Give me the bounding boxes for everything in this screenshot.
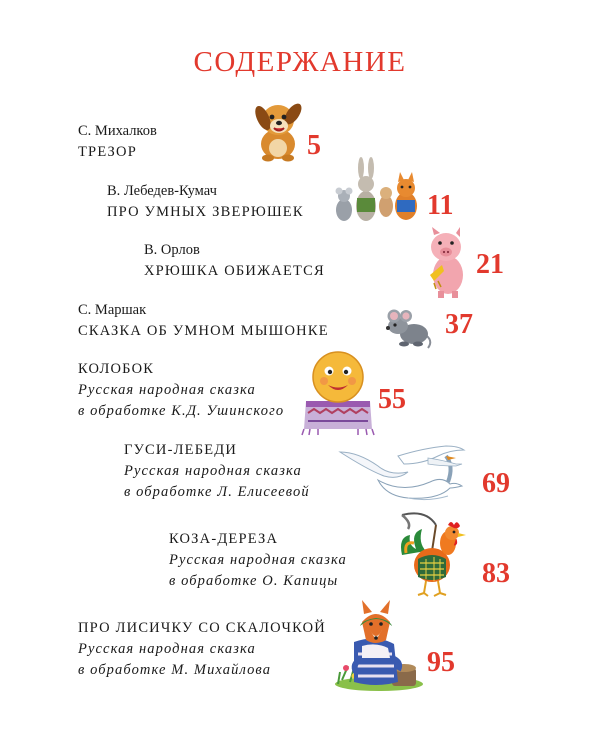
page-number: 95 (427, 647, 455, 678)
kolobok-icon (300, 351, 376, 435)
entry-adaptation: в обработке О. Капицы (169, 573, 339, 589)
toc-entry-zveryushki[interactable] (107, 181, 304, 223)
entry-story-title: СКАЗКА ОБ УМНОМ МЫШОНКЕ (78, 323, 329, 339)
fox-icon (332, 596, 426, 692)
animals-icon (330, 160, 422, 226)
entry-author: В. Лебедев-Кумач (107, 183, 217, 199)
piglet-icon (420, 227, 472, 299)
entry-story-title: ГУСИ-ЛЕБЕДИ (124, 442, 238, 458)
page-number: 83 (482, 558, 510, 589)
entry-author: С. Михалков (78, 123, 157, 139)
entry-story-title: ПРО ЛИСИЧКУ СО СКАЛОЧКОЙ (78, 620, 326, 636)
toc-entry-khryushka[interactable] (144, 240, 325, 282)
entry-subtitle: Русская народная сказка (169, 552, 347, 568)
entry-story-title: ТРЕЗОР (78, 144, 137, 160)
rooster-icon (396, 511, 472, 597)
toc-entry-trezor[interactable] (78, 121, 157, 163)
page-number: 37 (445, 309, 473, 340)
page-title: СОДЕРЖАНИЕ (193, 46, 407, 78)
puppy-icon (252, 96, 304, 162)
entry-adaptation: в обработке Л. Елисеевой (124, 484, 310, 500)
toc-entry-myshonok[interactable] (78, 300, 329, 342)
page-number: 5 (307, 130, 321, 161)
toc-entry-lisichka[interactable] (78, 618, 326, 681)
page-number: 69 (482, 468, 510, 499)
mouse-icon (384, 306, 434, 350)
entry-story-title: ХРЮШКА ОБИЖАЕТСЯ (144, 263, 325, 279)
page-number: 55 (378, 384, 406, 415)
toc-entry-koza-dereza[interactable] (169, 529, 347, 592)
entry-subtitle: Русская народная сказка (78, 641, 256, 657)
entry-adaptation: в обработке К.Д. Ушинского (78, 403, 285, 419)
entry-subtitle: Русская народная сказка (78, 382, 256, 398)
page-number: 21 (476, 249, 504, 280)
page-number: 11 (427, 190, 454, 221)
entry-story-title: ПРО УМНЫХ ЗВЕРЮШЕК (107, 204, 304, 220)
entry-adaptation: в обработке М. Михайлова (78, 662, 272, 678)
toc-entry-gusi-lebedi[interactable] (124, 440, 310, 503)
entry-subtitle: Русская народная сказка (124, 463, 302, 479)
swans-icon (338, 442, 470, 504)
entry-author: С. Маршак (78, 302, 147, 318)
entry-author: В. Орлов (144, 242, 200, 258)
toc-entry-kolobok[interactable] (78, 359, 284, 422)
entry-story-title: КОЗА-ДЕРЕЗА (169, 531, 279, 547)
entry-story-title: КОЛОБОК (78, 361, 155, 377)
